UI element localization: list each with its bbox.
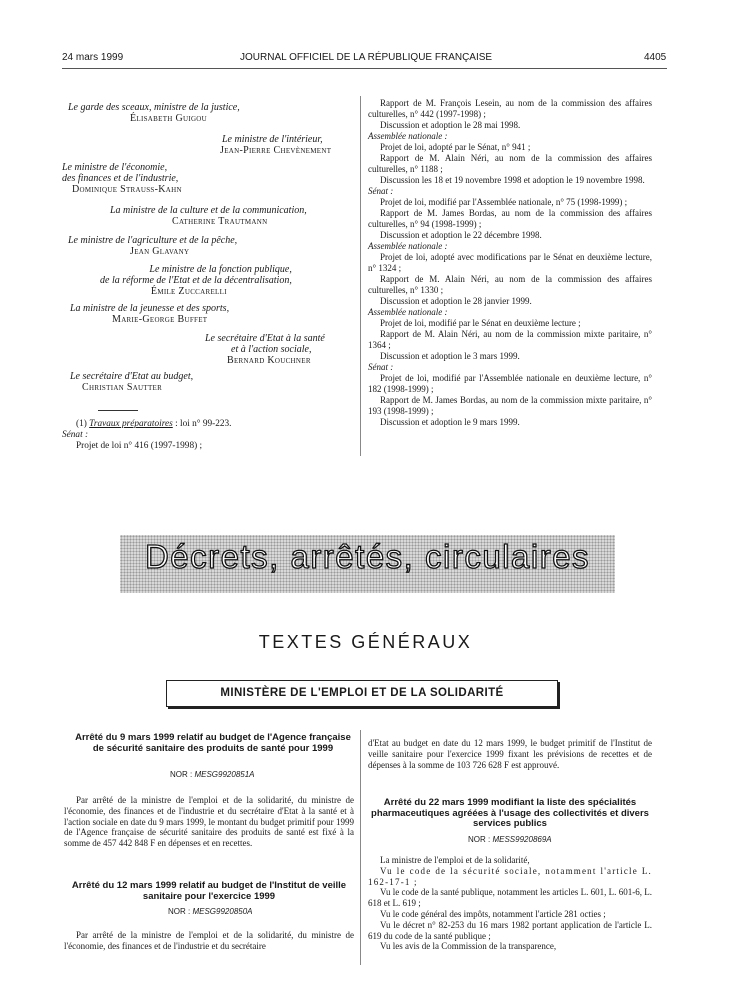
article-3-body [368, 855, 652, 952]
history-entry: Discussion et adoption le 28 janvier 1999. [380, 296, 532, 306]
article-2-title: Arrêté du 12 mars 1999 relatif au budget de l'Institut de veille sanitaire pour l'exercice 1999 [71, 880, 347, 902]
history-entry: Projet de loi, modifié par l'Assemblée nationale en deuxième lecture, n° 182 (1998-1999) ; [368, 373, 652, 394]
article-3-line: Vu le décret n° 82-253 du 16 mars 1982 portant application de l'article L. 619 du code de la santé publique ; [368, 919, 652, 941]
signature-sante: Le secrétaire d'Etat à la santé et à l'action sociale, Bernard Kouchner [205, 333, 325, 366]
history-entry: Rapport de M. James Bordas, au nom de la commission des affaires culturelles, n° 94 (1998-1999) ; [368, 208, 652, 229]
history-entry: Discussion et adoption le 3 mars 1999. [380, 351, 520, 361]
footnote-rule [98, 410, 138, 411]
signature-interieur: Le ministre de l'intérieur, Jean-Pierre Chevènement [220, 134, 332, 156]
signature-jeunesse: La ministre de la jeunesse et des sports, Marie-George Buffet [70, 303, 230, 325]
article-3-line: Vu le code de la santé publique, notamment les articles L. 601, L. 601-6, L. 618 et L. 619 ; [368, 887, 652, 909]
article-1-nor: NOR : MESG9920851A [170, 770, 255, 779]
header-date: 24 mars 1999 [62, 52, 124, 63]
article-2-body: Par arrêté de la ministre de l'emploi et de la solidarité, du ministre de l'économie, des finances et de l'industrie et du secrétaire [64, 930, 354, 951]
article-3-line: Vu les avis de la Commission de la transparence, [380, 941, 557, 952]
history-entry: Projet de loi, modifié par le Sénat en deuxième lecture ; [380, 318, 581, 328]
history-entry: Discussion les 18 et 19 novembre 1998 et adoption le 19 novembre 1998. [380, 175, 645, 185]
signature-fonction-publique: Le ministre de la fonction publique, de la réforme de l'Etat et de la décentralisation, Émile Zuccarelli [100, 264, 292, 297]
chamber-heading: Assemblée nationale : [368, 131, 448, 141]
article-1-title: Arrêté du 9 mars 1999 relatif au budget de l'Agence française de sécurité sanitaire des produits de santé pour 1999 [75, 732, 351, 754]
history-entry: Projet de loi, modifié par l'Assemblée nationale, n° 75 (1998-1999) ; [380, 197, 628, 207]
banner-title: Décrets, arrêtés, circulaires [144, 538, 591, 575]
column-divider-top [360, 96, 361, 456]
article-3-nor: NOR : MESS9920869A [468, 835, 552, 844]
history-entry: Projet de loi, adopté avec modifications par le Sénat en deuxième lecture, n° 1324 ; [368, 252, 652, 273]
column-divider-bottom [360, 730, 361, 965]
article-1-body: Par arrêté de la ministre de l'emploi et de la solidarité, du ministre de l'économie, des finances et de l'industrie et du secrétaire d'Etat à la santé et à l'action sociale en date du 9 mars 1999, le montant du budget primitif pour 1999 de l'Agence française de sécurité sanitaire des produits de santé est fixé à la somme de 457 442 848 F en dépenses et en recettes. [64, 795, 354, 849]
footnote: (1) Travaux préparatoires : loi n° 99-223. Sénat : Projet de loi n° 416 (1997-1998) ; [62, 419, 232, 451]
signature-culture: La ministre de la culture et de la communication, Catherine Trautmann [110, 205, 307, 227]
chamber-heading: Assemblée nationale : [368, 241, 448, 251]
section-title: TEXTES GÉNÉRAUX [258, 632, 473, 652]
signature-agriculture: Le ministre de l'agriculture et de la pêche, Jean Glavany [68, 235, 238, 257]
header-page-number: 4405 [644, 52, 667, 63]
history-entry: Projet de loi, adopté par le Sénat, n° 941 ; [380, 142, 531, 152]
chamber-heading: Sénat : [368, 362, 394, 372]
history-entry: Rapport de M. Alain Néri, au nom de la commission des affaires culturelles, n° 1188 ; [368, 153, 652, 174]
article-3-line: Vu le code général des impôts, notamment l'article 281 octies ; [380, 908, 606, 919]
history-entry: Discussion et adoption le 9 mars 1999. [380, 417, 520, 427]
article-2-nor: NOR : MESG9920850A [168, 907, 253, 916]
history-entry: Discussion et adoption le 28 mai 1998. [380, 120, 521, 130]
header-journal: JOURNAL OFFICIEL DE LA RÉPUBLIQUE FRANÇAISE [240, 52, 493, 63]
article-2-continued: d'Etat au budget en date du 12 mars 1999, le budget primitif de l'Institut de veille sanitaire pour l'exercice 1999 fixant les prévisions de recettes et de dépenses à la somme de 103 726 628 F est approuvé. [368, 738, 652, 770]
history-entry: Discussion et adoption le 22 décembre 1998. [380, 230, 542, 240]
history-entry: Rapport de M. James Bordas, au nom de la commission mixte paritaire, n° 193 (1998-1999) ; [368, 395, 652, 416]
chamber-heading: Sénat : [368, 186, 394, 196]
article-3-line: La ministre de l'emploi et de la solidarité, [380, 855, 530, 865]
article-3-title: Arrêté du 22 mars 1999 modifiant la liste des spécialités pharmaceutiques agréées à l'usage des collectivités et divers services publics [371, 797, 649, 829]
signature-economie: Le ministre de l'économie, des finances et de l'industrie, Dominique Strauss-Kahn [62, 162, 182, 195]
legislative-history [368, 98, 652, 428]
signature-budget: Le secrétaire d'Etat au budget, Christian Sautter [70, 371, 194, 393]
ministry-title: MINISTÈRE DE L'EMPLOI ET DE LA SOLIDARITÉ [220, 687, 504, 699]
history-entry: Rapport de M. François Lesein, au nom de la commission des affaires culturelles, n° 442 (1997-1998) ; [368, 98, 652, 119]
signature-justice: Le garde des sceaux, ministre de la justice, Élisabeth Guigou [68, 102, 240, 124]
header-rule [62, 68, 667, 69]
chamber-heading: Assemblée nationale : [368, 307, 448, 317]
article-3-line: Vu le code de la sécurité sociale, notamment l'article L. 162-17-1 ; [368, 865, 652, 887]
history-entry: Rapport de M. Alain Néri, au nom de la commission mixte paritaire, n° 1364 ; [368, 329, 652, 350]
history-entry: Rapport de M. Alain Néri, au nom de la commission des affaires culturelles, n° 1330 ; [368, 274, 652, 295]
